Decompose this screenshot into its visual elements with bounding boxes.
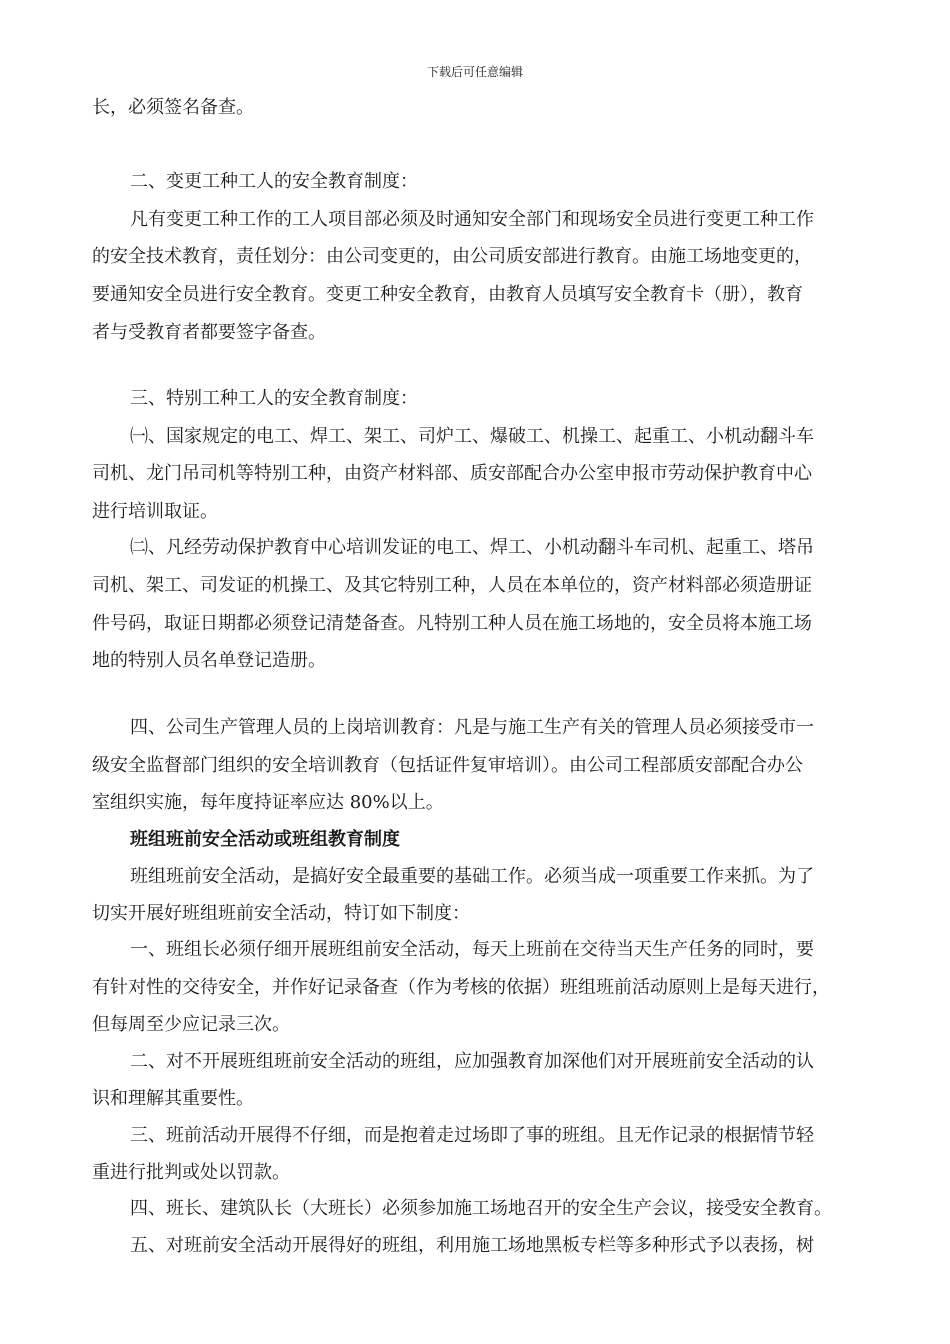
text-line: 三、班前活动开展得不仔细，而是抱着走过场即了事的班组。且无作记录的根据情节轻 — [130, 1125, 814, 1146]
text-line: 一、班组长必须仔细开展班组前安全活动，每天上班前在交待当天生产任务的同时，要 — [130, 939, 814, 960]
text-line: 的安全技术教育，责任划分：由公司变更的，由公司质安部进行教育。由施工场地变更的， — [92, 246, 812, 267]
text-line: 凡有变更工种工作的工人项目部必须及时通知安全部门和现场安全员进行变更工种工作 — [130, 209, 814, 230]
text-line: 但每周至少应记录三次。 — [92, 1014, 290, 1035]
text-line: 要通知安全员进行安全教育。变更工种安全教育，由教育人员填写安全教育卡（册），教育 — [92, 284, 803, 305]
text-line: 二、对不开展班组班前安全活动的班组，应加强教育加深他们对开展班前安全活动的认 — [130, 1051, 814, 1072]
page-header: 下载后可任意编辑 — [426, 65, 523, 79]
text-line: 进行培训取证。 — [92, 501, 218, 522]
text-line: 室组织实施，每年度持证率应达 80%以上。 — [92, 792, 444, 813]
section-heading: 二、变更工种工人的安全教育制度： — [130, 171, 418, 192]
section-title: 班组班前安全活动或班组教育制度 — [130, 829, 400, 850]
text-line: 司机、龙门吊司机等特别工种，由资产材料部、质安部配合办公室申报市劳动保护教育中心 — [92, 463, 812, 484]
text-line: 班组班前安全活动，是搞好安全最重要的基础工作。必须当成一项重要工作来抓。为了 — [130, 866, 814, 887]
text-line: 件号码，取证日期都必须登记清楚备查。凡特别工种人员在施工场地的，安全员将本施工场 — [92, 613, 812, 634]
text-line: 切实开展好班组班前安全活动，特订如下制度： — [92, 903, 470, 924]
text-line: 级安全监督部门组织的安全培训教育（包括证件复审培训）。由公司工程部质安部配合办公 — [92, 755, 803, 776]
text-line: 重进行批判或处以罚款。 — [92, 1162, 290, 1183]
text-line: 地的特别人员名单登记造册。 — [92, 650, 326, 671]
text-line: 四、班长、建筑队长（大班长）必须参加施工场地召开的安全生产会议，接受安全教育。 — [130, 1198, 832, 1219]
text-line: 五、对班前安全活动开展得好的班组，利用施工场地黑板专栏等多种形式予以表扬，树 — [130, 1235, 814, 1256]
text-line: 者与受教育者都要签字备查。 — [92, 322, 326, 343]
text-line: 有针对性的交待安全，并作好记录备查（作为考核的依据）班组班前活动原则上是每天进行， — [92, 977, 830, 998]
text-line: 长，必须签名备查。 — [92, 97, 254, 118]
section-heading: 三、特别工种工人的安全教育制度： — [130, 388, 418, 409]
text-line: ㈠、国家规定的电工、焊工、架工、司炉工、爆破工、机操工、起重工、小机动翻斗车 — [130, 426, 814, 447]
text-line: 识和理解其重要性。 — [92, 1088, 254, 1109]
section-heading: 四、公司生产管理人员的上岗培训教育：凡是与施工生产有关的管理人员必须接受市一 — [130, 717, 814, 738]
text-line: 司机、架工、司发证的机操工、及其它特别工种，人员在本单位的，资产材料部必须造册证 — [92, 575, 812, 596]
text-line: ㈡、凡经劳动保护教育中心培训发证的电工、焊工、小机动翻斗车司机、起重工、塔吊 — [130, 537, 814, 558]
